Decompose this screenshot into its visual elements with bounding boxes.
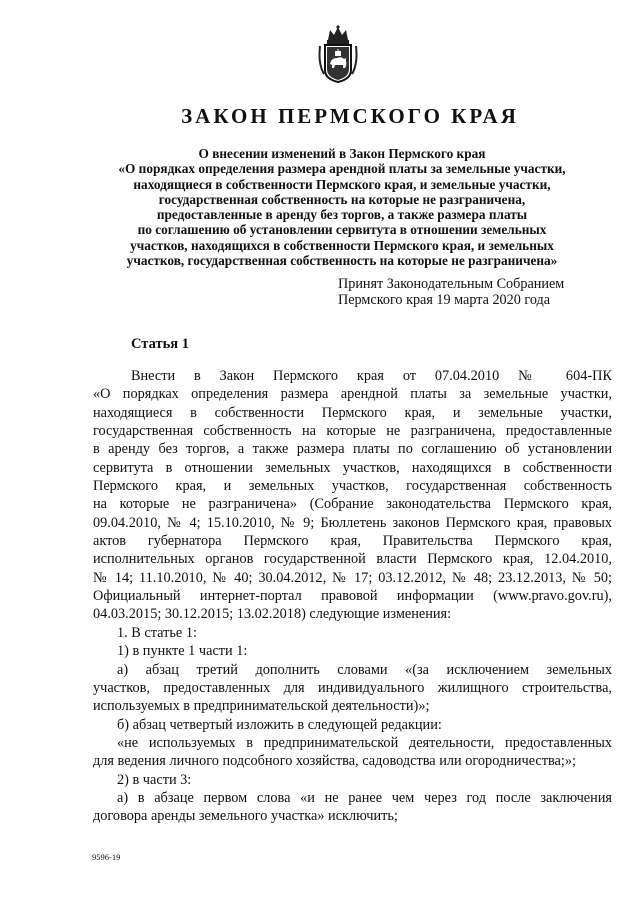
- article-text-line: «О порядках определения размера арендной платы за земельные участки,: [93, 386, 612, 403]
- article-text-line: актов губернатора Пермского края, Правительства Пермского края,: [93, 533, 612, 550]
- article-text-line: Внести в Закон Пермского края от 07.04.2010 № 604-ПК: [131, 368, 612, 384]
- article-text-line: № 14; 11.10.2010, № 40; 30.04.2012, № 17; 03.12.2012, № 48; 23.12.2013, № 50;: [93, 569, 612, 586]
- subject-line: «О порядках определения размера арендной платы за земельные участки,: [118, 161, 566, 177]
- article-text-line: б) абзац четвертый изложить в следующей редакции:: [117, 716, 442, 733]
- article-text-line: «не используемых в предпринимательской деятельности, предоставленных: [117, 734, 612, 751]
- law-subject: [92, 146, 592, 268]
- coat-of-arms-icon: [316, 24, 360, 84]
- subject-line: государственная собственность на которые не разграничена,: [158, 191, 526, 207]
- article-text-line: исполнительных органов государственной власти Пермского края, 12.04.2010,: [93, 551, 612, 568]
- article-body: [93, 367, 612, 826]
- article-text-line: находящиеся в собственности Пермского края, и земельные участки,: [93, 404, 612, 421]
- article-text-line: Пермского края, и земельных участков, государственная собственность: [93, 478, 612, 495]
- document-code: 9596-19: [92, 852, 121, 862]
- subject-line: по соглашению об установлении сервитута в отношении земельных: [137, 222, 547, 238]
- subject-line: участков, государственная собственность на которые не разграничена»: [126, 253, 558, 269]
- adoption-line: Пермского края 19 марта 2020 года: [338, 291, 551, 308]
- subject-line: О внесении изменений в Закон Пермского края: [198, 146, 486, 161]
- article-text-line: государственная собственность на которые не разграничена, предоставленные: [93, 423, 612, 440]
- article-text-line: сервитута в отношении земельных участков, находящихся в собственности: [93, 459, 612, 476]
- article-text-line: используемых в предпринимательской деятельности)»;: [93, 698, 430, 715]
- article-text-line: 1. В статье 1:: [117, 624, 197, 641]
- law-title: ЗАКОН ПЕРМСКОГО КРАЯ: [181, 104, 519, 128]
- article-text-line: в аренду без торгов, а также размера платы по соглашению об установлении: [93, 441, 612, 458]
- article-text-line: договора аренды земельного участка» исключить;: [93, 808, 398, 825]
- adoption-line: Принят Законодательным Собранием: [338, 276, 565, 292]
- article-text-line: Официальный интернет-портал правовой информации (www.pravo.gov.ru),: [93, 588, 612, 605]
- subject-line: предоставленные в аренду без торгов, а также размера платы: [156, 207, 528, 223]
- article-text-line: на которые не разграничена» (Собрание законодательства Пермского края,: [93, 496, 612, 513]
- article-text-line: участков, предоставленных для индивидуального жилищного строительства,: [93, 679, 612, 696]
- article-text-line: 09.04.2010, № 4; 15.10.2010, № 9; Бюллетень законов Пермского края, правовых: [93, 514, 612, 531]
- article-text-line: для ведения личного подсобного хозяйства, садоводства или огородничества;»;: [93, 753, 576, 770]
- subject-line: находящиеся в собственности Пермского края, и земельные участки,: [133, 176, 551, 192]
- article-text-line: 04.03.2015; 30.12.2015; 13.02.2018) следующие изменения:: [93, 606, 452, 623]
- article-heading: Статья 1: [131, 336, 189, 352]
- article-text-line: а) абзац третий дополнить словами «(за исключением земельных: [117, 661, 612, 678]
- subject-line: участков, находящихся в собственности Пермского края, и земельных: [130, 237, 554, 253]
- article-text-line: 1) в пункте 1 части 1:: [117, 643, 248, 660]
- article-text-line: а) в абзаце первом слова «и не ранее чем через год после заключения: [117, 789, 612, 806]
- adoption-note: [338, 277, 564, 308]
- article-text-line: 2) в части 3:: [117, 771, 192, 788]
